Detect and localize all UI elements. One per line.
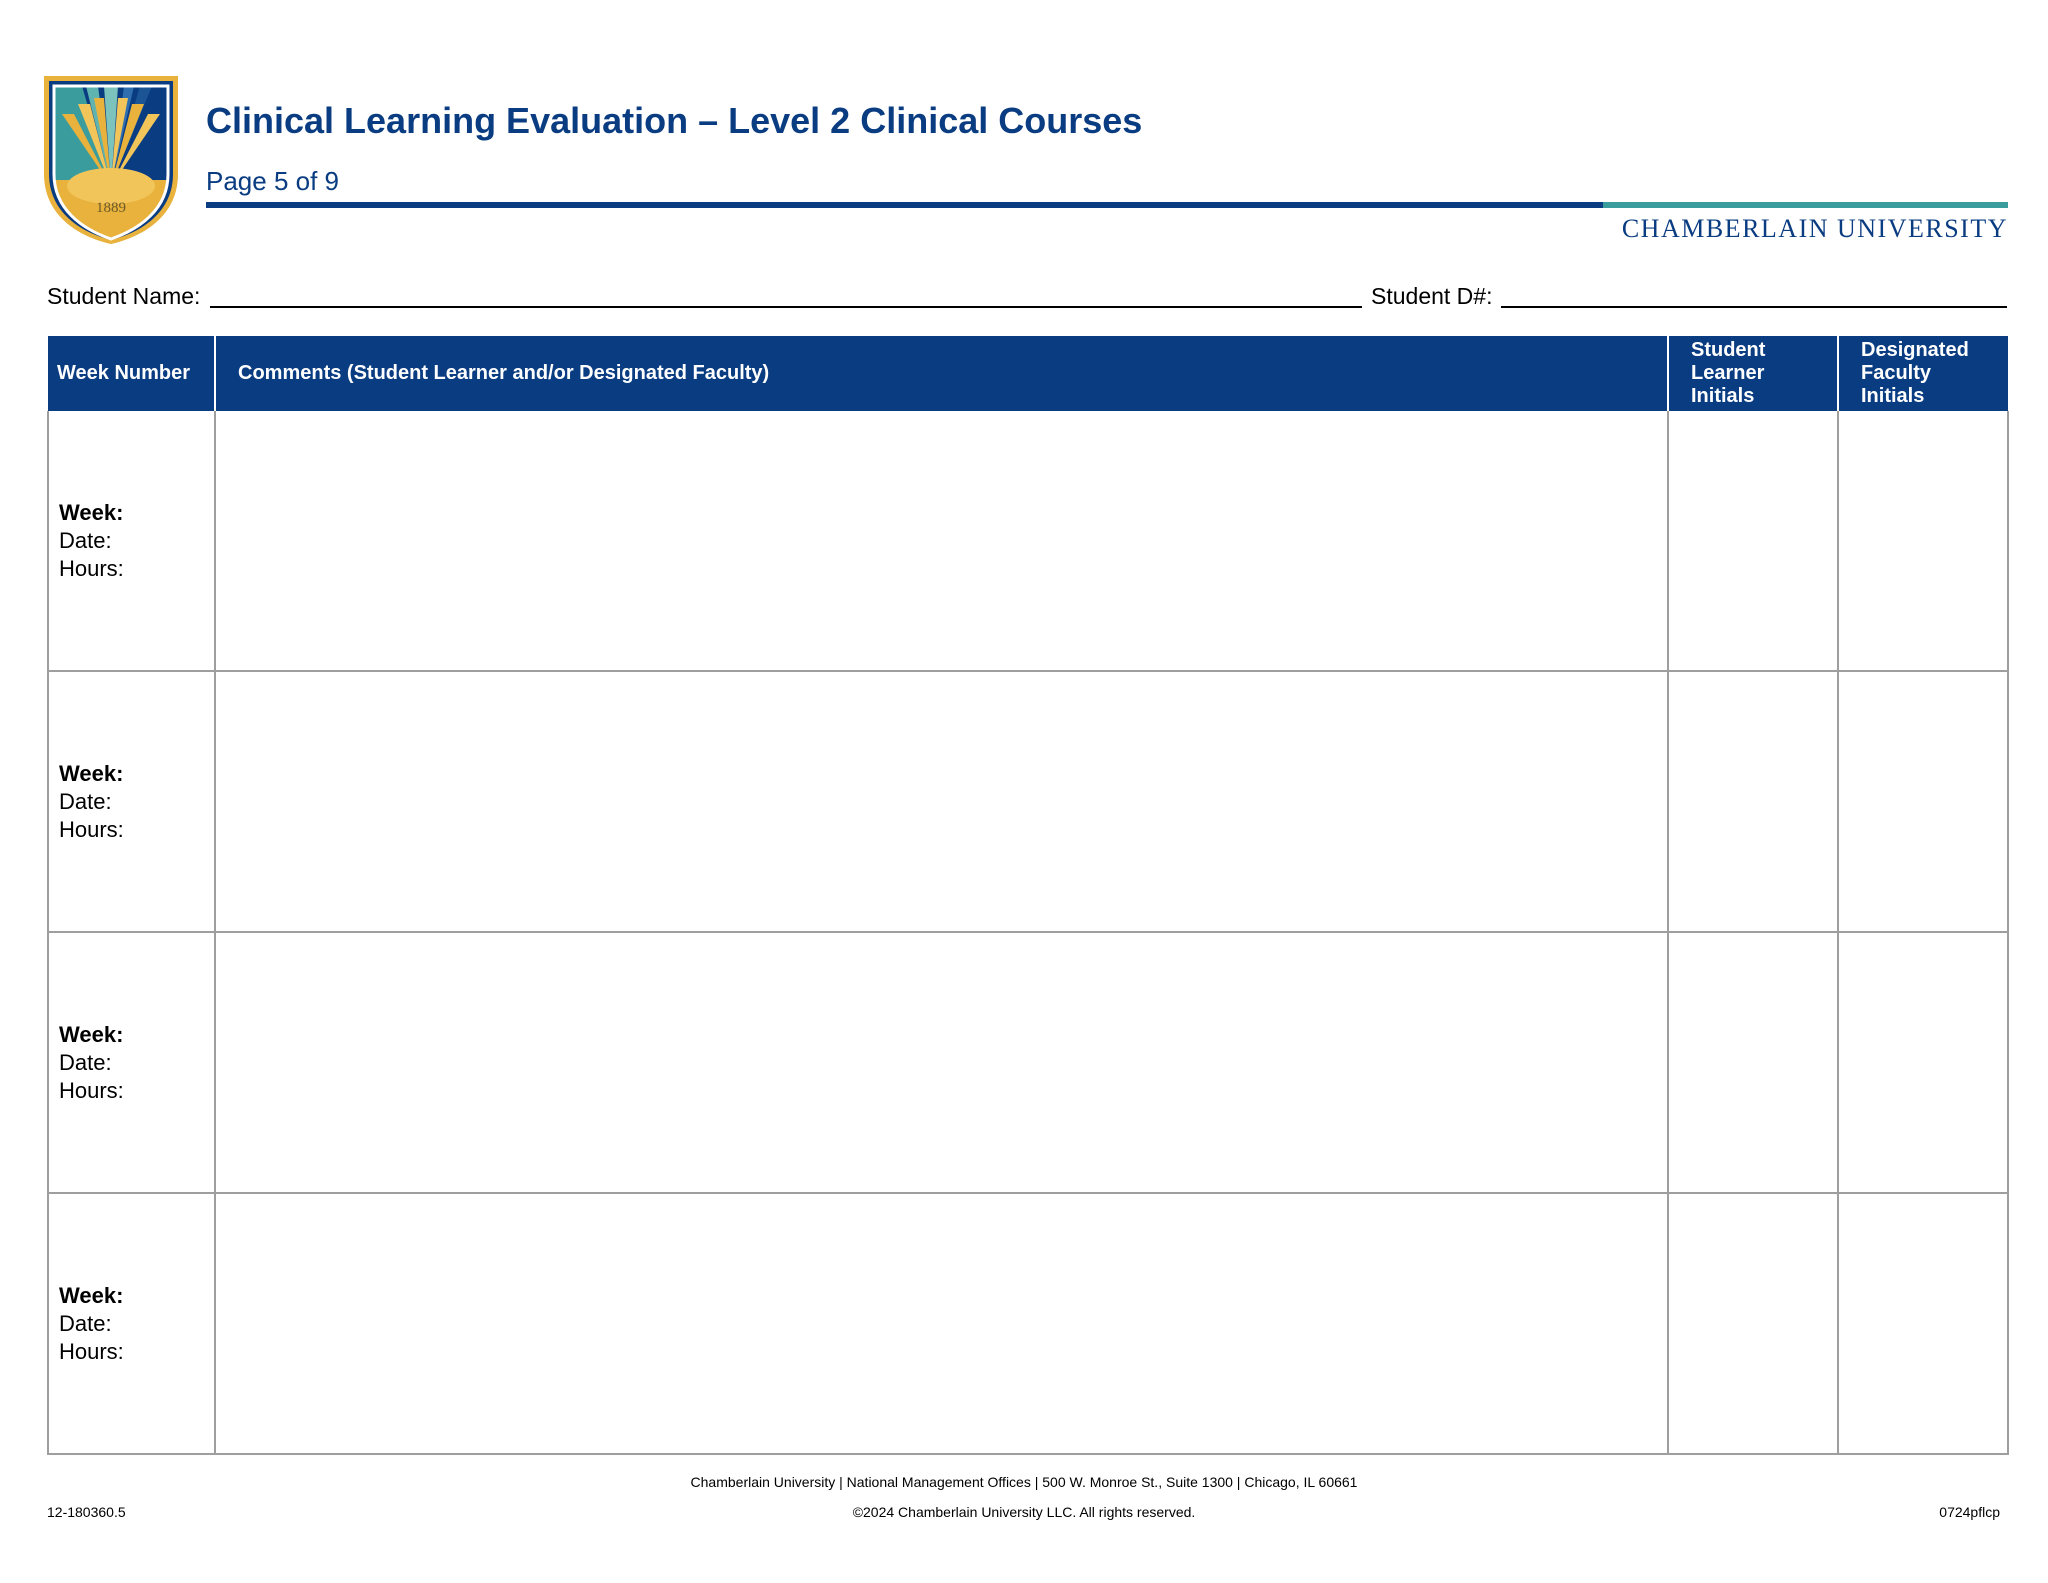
footer-copyright: ©2024 Chamberlain University LLC. All rights reserved. <box>852 1504 1196 1520</box>
student-initials-cell[interactable] <box>1668 411 1838 671</box>
table-row <box>48 671 2008 932</box>
date-label: Date: <box>59 788 112 814</box>
hours-label: Hours: <box>59 555 124 581</box>
week-label: Week: <box>59 1282 124 1308</box>
table-row <box>48 1193 2008 1454</box>
hours-label: Hours: <box>59 816 124 842</box>
student-initials-cell[interactable] <box>1668 932 1838 1193</box>
header-rule-teal <box>1603 202 2008 208</box>
student-name-label: Student Name: <box>47 283 201 309</box>
student-initials-cell[interactable] <box>1668 1193 1838 1454</box>
student-initials-cell[interactable] <box>1668 671 1838 932</box>
hours-label: Hours: <box>59 1077 124 1103</box>
student-name-field[interactable] <box>210 306 1362 308</box>
week-label: Week: <box>59 1021 124 1047</box>
date-label: Date: <box>59 1049 112 1075</box>
page-number: Page 5 of 9 <box>206 166 339 196</box>
hours-label: Hours: <box>59 1338 124 1364</box>
faculty-initials-cell[interactable] <box>1838 671 2008 932</box>
week-label: Week: <box>59 499 124 525</box>
logo-year: 1889 <box>96 200 126 216</box>
week-info-cell[interactable] <box>48 1193 215 1454</box>
university-wordmark: CHAMBERLAIN UNIVERSITY <box>1621 214 2008 243</box>
faculty-initials-cell[interactable] <box>1838 1193 2008 1454</box>
week-label: Week: <box>59 760 124 786</box>
page-title: Clinical Learning Evaluation – Level 2 Clinical Courses <box>206 100 1143 141</box>
faculty-initials-cell[interactable] <box>1838 411 2008 671</box>
column-header-week-number: Week Number <box>48 336 215 411</box>
date-label: Date: <box>59 1310 112 1336</box>
comments-cell[interactable] <box>215 932 1668 1193</box>
table-row <box>48 932 2008 1193</box>
comments-cell[interactable] <box>215 411 1668 671</box>
footer-version-code: 0724pflcp <box>1939 1504 2000 1520</box>
table-row <box>48 411 2008 671</box>
date-label: Date: <box>59 527 112 553</box>
column-header-faculty-initials: Designated Faculty Initials <box>1838 336 2008 411</box>
column-header-student-initials: Student Learner Initials <box>1668 336 1838 411</box>
evaluation-table <box>47 336 2009 1455</box>
student-id-field[interactable] <box>1501 306 2007 308</box>
column-header-comments: Comments (Student Learner and/or Designated Faculty) <box>215 336 1668 411</box>
comments-cell[interactable] <box>215 1193 1668 1454</box>
week-info-cell[interactable] <box>48 671 215 932</box>
week-info-cell[interactable] <box>48 932 215 1193</box>
chamberlain-shield-logo <box>42 74 180 244</box>
week-info-cell[interactable] <box>48 411 215 671</box>
table-header-row <box>48 336 2008 411</box>
faculty-initials-cell[interactable] <box>1838 932 2008 1193</box>
student-id-label: Student D#: <box>1371 283 1493 309</box>
footer-address: Chamberlain University | National Management Offices | 500 W. Monroe St., Suite 1300 | Chicago, IL 60661 <box>690 1474 1358 1490</box>
footer-doc-code: 12-180360.5 <box>47 1504 126 1520</box>
comments-cell[interactable] <box>215 671 1668 932</box>
header-rule-blue <box>206 202 1603 208</box>
